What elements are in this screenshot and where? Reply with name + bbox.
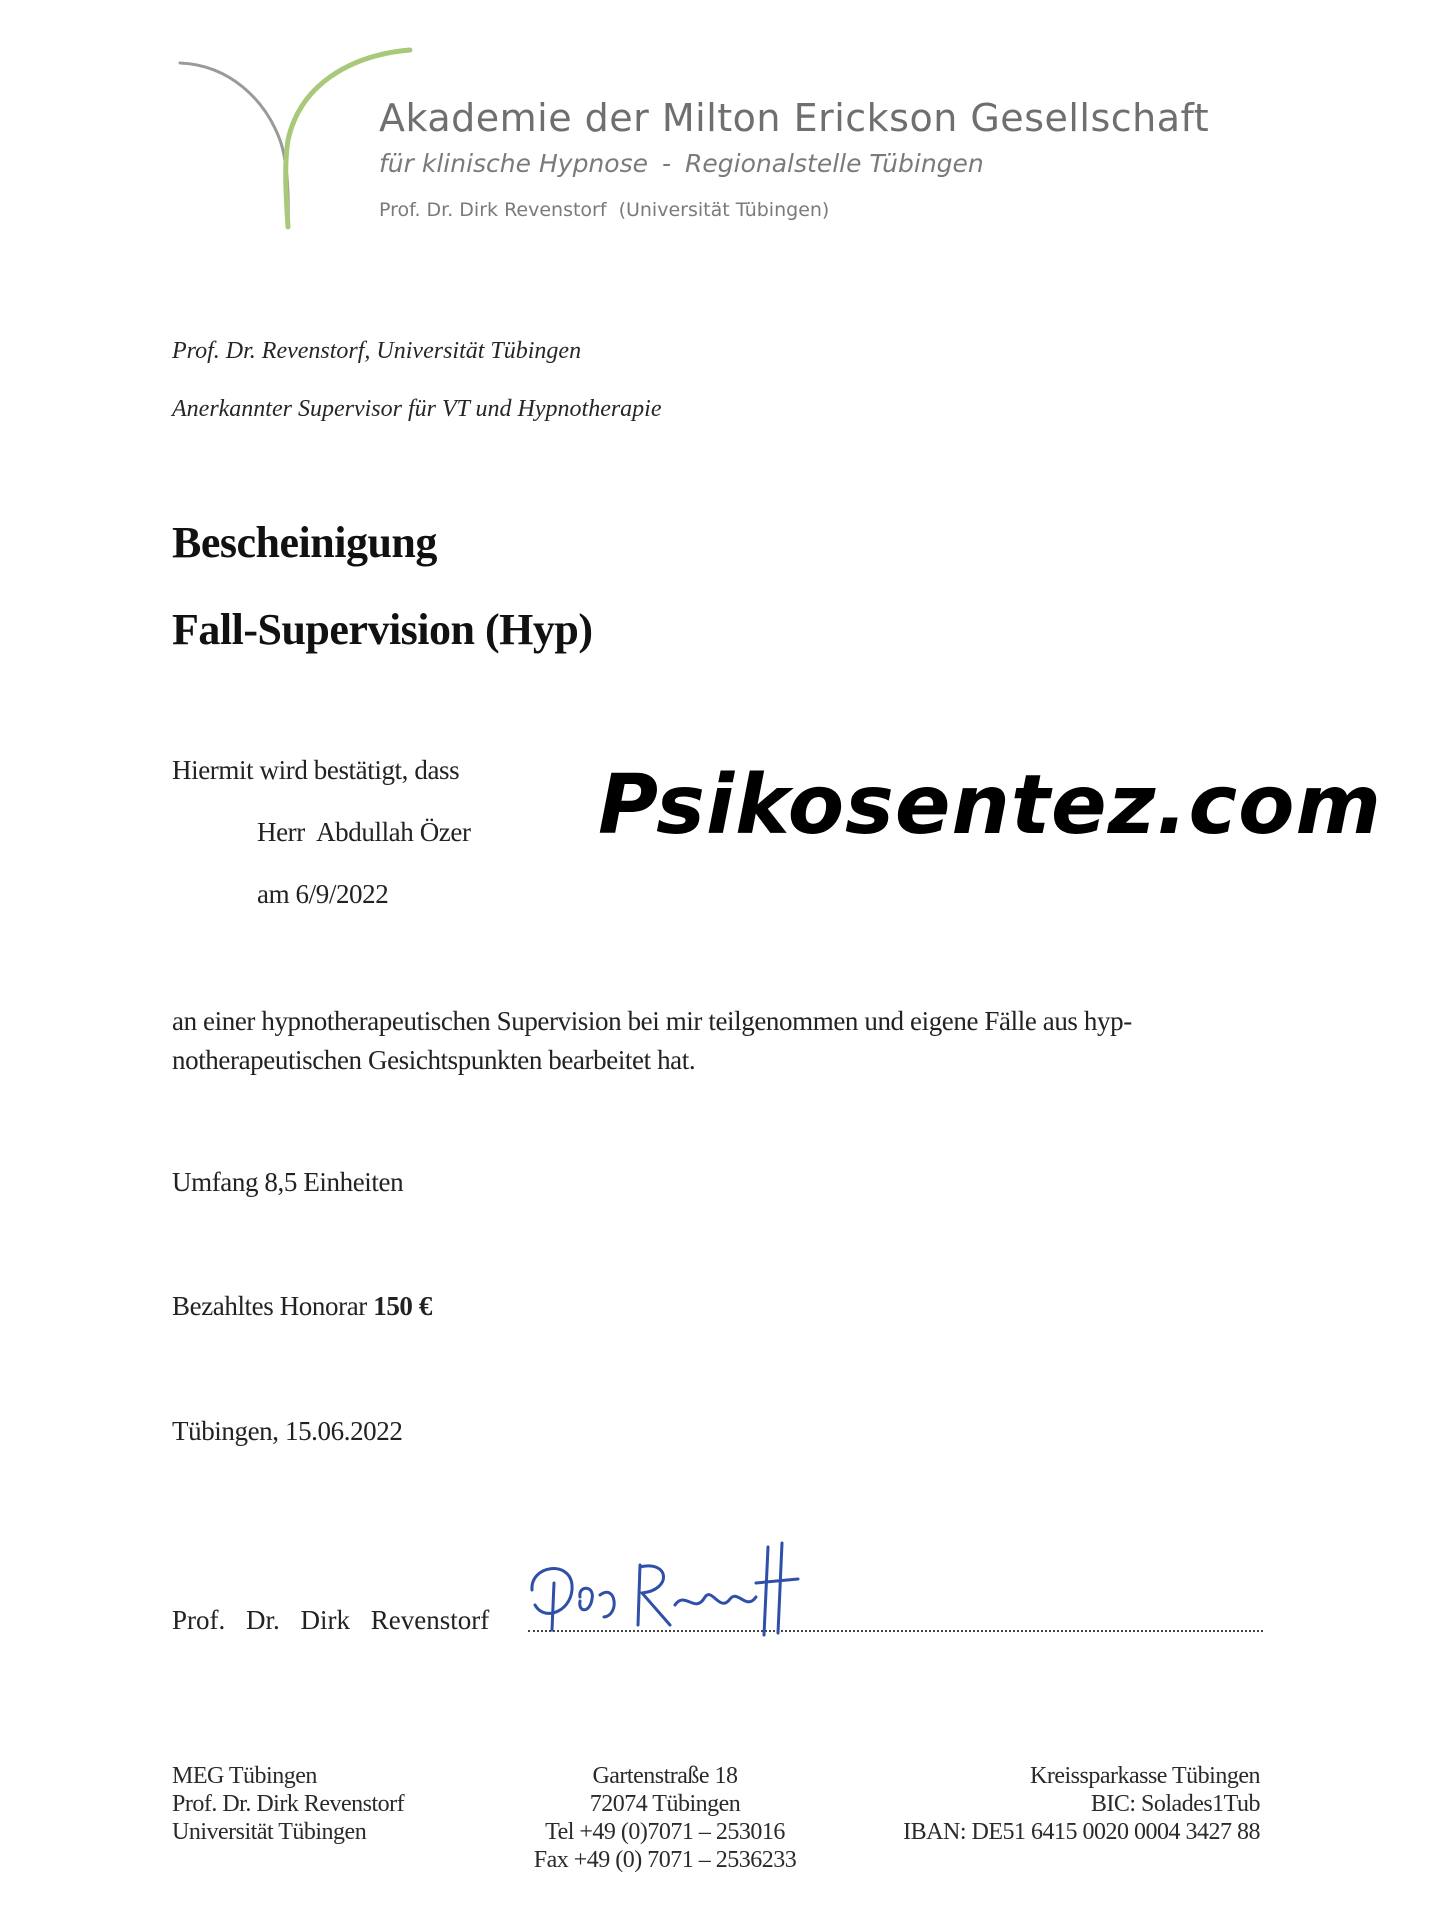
supervision-date: am 6/9/2022: [257, 879, 389, 909]
footer-middle-line: Gartenstraße 18: [592, 1763, 738, 1789]
footer-left-line: Prof. Dr. Dirk Revenstorf: [172, 1791, 405, 1817]
footer-right-line: BIC: Solades1Tub: [1090, 1791, 1260, 1817]
academy-subtitle-left: für klinische Hypnose: [379, 149, 648, 178]
participant-name: Herr Abdullah Özer: [257, 817, 471, 847]
confirmation-intro: Hiermit wird bestätigt, dass: [172, 755, 460, 785]
fee-amount: 150 €: [373, 1291, 432, 1321]
watermark: Psikosentez.com: [598, 758, 1382, 853]
academy-name: Akademie der Milton Erickson Gesellschaft: [379, 96, 1210, 140]
footer-left: [172, 1762, 404, 1846]
academy-professor: Prof. Dr. Dirk Revenstorf: [379, 199, 607, 221]
footer-right-line: Kreissparkasse Tübingen: [1030, 1763, 1260, 1789]
handwritten-signature: [520, 1535, 820, 1650]
document-title: Bescheinigung: [172, 518, 437, 567]
footer-middle-line: Tel +49 (0)7071 – 253016: [545, 1819, 785, 1845]
signatory-name: Prof. Dr. Dirk Revenstorf: [172, 1605, 490, 1635]
fee-line: [172, 1291, 432, 1322]
academy-professor-line: [379, 199, 829, 221]
document-subtitle: Fall-Supervision (Hyp): [172, 605, 593, 654]
sender-line-2: Anerkannter Supervisor für VT und Hypnotherapie: [172, 396, 662, 422]
footer-left-line: Universität Tübingen: [172, 1819, 367, 1845]
place-date: Tübingen, 15.06.2022: [172, 1416, 403, 1446]
sender-line-1: Prof. Dr. Revenstorf, Universität Tübingen: [172, 338, 582, 364]
academy-subtitle-separator: -: [661, 149, 672, 178]
footer-right-line: IBAN: DE51 6415 0020 0004 3427 88: [903, 1819, 1260, 1845]
footer-right: [903, 1762, 1260, 1846]
footer-middle-line: 72074 Tübingen: [589, 1791, 741, 1817]
academy-subtitle: [379, 149, 984, 178]
footer-middle: [470, 1762, 860, 1874]
logo-dark-stroke: [180, 63, 288, 227]
confirmation-paragraph: an einer hypnotherapeutischen Supervision bei mir teilgenommen und eigene Fälle aus hyp-notherapeutischen Gesichtspunkten bearbeitet hat.: [172, 1006, 1132, 1075]
academy-university: (Universität Tübingen): [618, 199, 830, 221]
academy-subtitle-right: Regionalstelle Tübingen: [685, 149, 984, 178]
scope-text: Umfang 8,5 Einheiten: [172, 1167, 404, 1197]
footer-left-line: MEG Tübingen: [172, 1763, 317, 1789]
footer-middle-line: Fax +49 (0) 7071 – 2536233: [533, 1847, 797, 1873]
fee-label: Bezahltes Honorar: [172, 1291, 367, 1321]
